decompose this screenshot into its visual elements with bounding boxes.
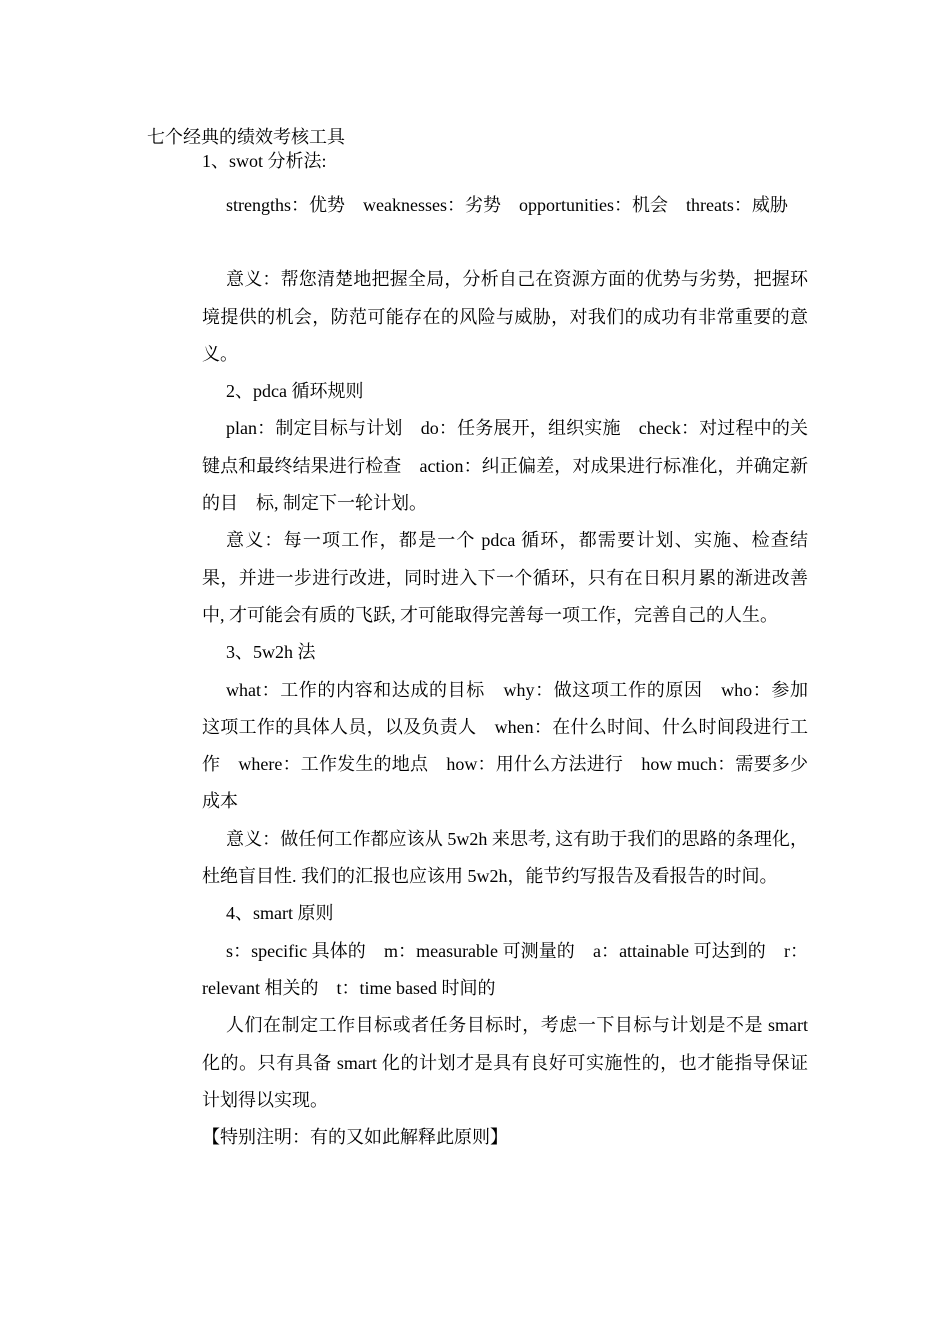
special-note: 【特别注明：有的又如此解释此原则】 <box>202 1127 508 1148</box>
5w2h-meaning: 意义：做任何工作都应该从 5w2h 来思考, 这有助于我们的思路的条理化，杜绝盲目性. 我们的汇报也应该用 5w2h，能节约写报告及看报告的时间。 <box>202 828 808 887</box>
smart-definitions: s：specific 具体的 m：measurable 可测量的 a：attainable 可达到的 r：relevant 相关的 t：time based 时间的 <box>202 940 808 998</box>
section-heading-smart: 4、smart 原则 <box>226 903 334 924</box>
section-heading-swot: 1、swot 分析法: <box>202 151 327 171</box>
swot-meaning: 意义：帮您清楚地把握全局，分析自己在资源方面的优势与劣势，把握环境提供的机会，防范可能存在的风险与威胁，对我们的成功有非常重要的意义。 <box>202 269 808 364</box>
section-heading-pdca: 2、pdca 循环规则 <box>226 381 364 402</box>
spacer <box>202 224 808 261</box>
smart-meaning: 人们在制定工作目标或者任务目标时，考虑一下目标与计划是不是 smart 化的。只有具备 smart 化的计划才是具有良好可实施性的，也才能指导保证计划得以实现。 <box>202 1015 808 1110</box>
document-body <box>202 150 808 1156</box>
pdca-definitions: plan：制定目标与计划 do：任务展开，组织实施 check：对过程中的关键点和最终结果进行检查 action：纠正偏差，对成果进行标准化，并确定新的目 标, 制定下一轮计划。 <box>202 418 808 514</box>
5w2h-definitions: what：工作的内容和达成的目标 why：做这项工作的原因 who：参加这项工作的具体人员，以及负责人 when：在什么时间、什么时间段进行工作 where：工作发生的地点 how：用什么方法进行 how much：需要多少成本 <box>202 679 808 812</box>
document-title: 七个经典的绩效考核工具 <box>147 127 345 147</box>
section-heading-5w2h: 3、5w2h 法 <box>226 642 316 663</box>
swot-definitions: strengths：优势 weaknesses：劣势 opportunities：机会 threats：威胁 <box>226 195 788 215</box>
pdca-meaning: 意义：每一项工作，都是一个 pdca 循环，都需要计划、实施、检查结果，并进一步进行改进，同时进入下一个循环，只有在日积月累的渐进改善中, 才可能会有质的飞跃, 才可能取得完善每一项工作，完善自己的人生。 <box>202 530 808 625</box>
